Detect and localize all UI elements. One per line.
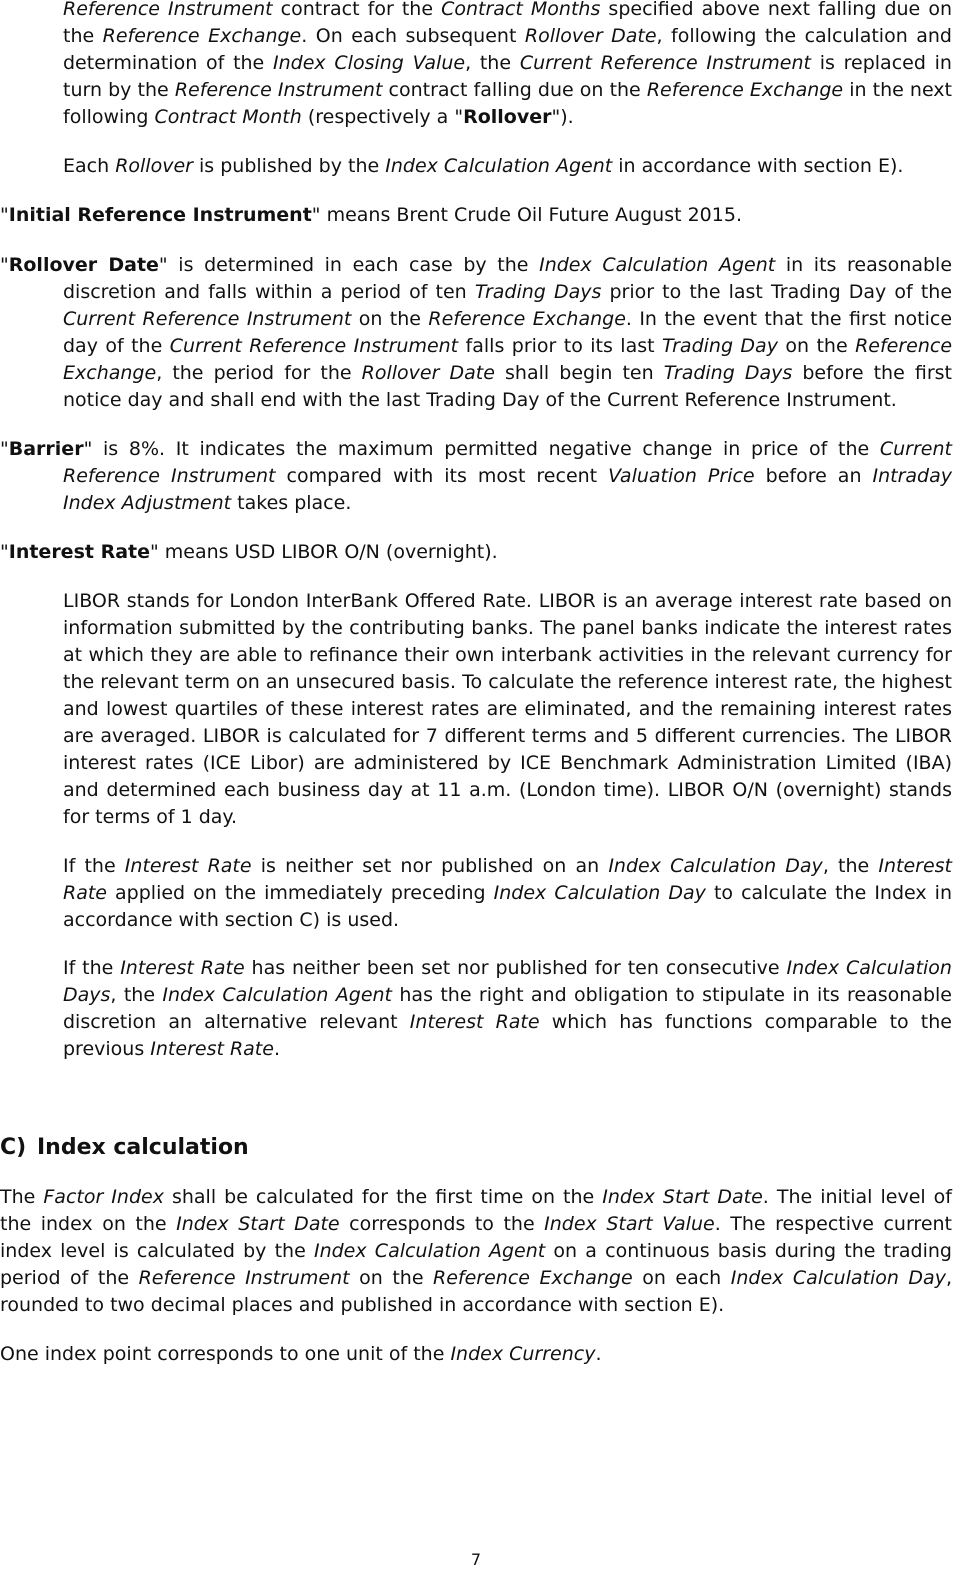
text-run: is replaced in turn by the <box>63 52 952 101</box>
text-run: If the <box>63 855 125 877</box>
libor-explanation-paragraph <box>63 588 952 831</box>
text-run: contract falling due on the <box>382 79 647 101</box>
text-run: which has functions comparable to the previous <box>63 1011 952 1060</box>
defined-term: Reference Exchange <box>63 335 953 384</box>
defined-term: Trading Days <box>663 362 793 384</box>
text-run: specified above next falling due on the <box>63 0 952 47</box>
text-run: , the <box>465 52 520 74</box>
text-run: corresponds to the <box>339 1213 545 1235</box>
defined-term: Index Calculation Day <box>730 1267 946 1289</box>
defined-term: Index Calculation Agent <box>162 984 393 1006</box>
text-run: One index point corresponds to one unit of the <box>0 1343 451 1365</box>
text-run: LIBOR stands for London InterBank Offered Rate. LIBOR is an average interest rate based on information submitted by the contributing banks. The panel banks indicate the interest rates at which they are able to refinance their own interbank activities in the relevant currency for the relevant term on an unsecured basis. To calculate the reference interest rate, the highest and lowest quartiles of these interest rates are eliminated, and the remaining interest rates are averaged. LIBOR is calculated for 7 different terms and 5 different currencies. The LIBOR interest rates (ICE Libor) are administered by ICE Benchmark Administration Limited (IBA) and determined each business day at 11 a.m. (London time). LIBOR O/N (overnight) stands for terms of 1 day. <box>63 590 952 828</box>
factor-index-paragraph <box>0 1184 952 1319</box>
text-run: on the <box>349 1267 434 1289</box>
text-run: . In the event that the first notice day of the <box>63 308 953 357</box>
defined-term: Index Start Date <box>176 1213 340 1235</box>
text-run: , the <box>110 984 163 1006</box>
defined-term: Current Reference Instrument <box>63 308 352 330</box>
text-run: " is 8%. It indicates the maximum permitted negative change in price of the <box>83 438 880 460</box>
text-run: If the <box>63 957 121 979</box>
defined-term: Reference Exchange <box>102 25 302 47</box>
text-run: takes place. <box>231 492 352 514</box>
rollover-date-definition <box>0 252 952 414</box>
defined-term: Reference Instrument <box>138 1267 350 1289</box>
defined-term: Index Calculation Day <box>493 882 706 904</box>
text-run: . The respective current index level is calculated by the <box>0 1213 952 1262</box>
index-point-paragraph <box>0 1341 952 1368</box>
text-run: falls prior to its last <box>458 335 662 357</box>
text-run: has neither been set nor published for ten consecutive <box>244 957 787 979</box>
text-run: shall begin ten <box>494 362 664 384</box>
text-run: "). <box>551 106 574 128</box>
defined-term: Current Reference Instrument <box>63 438 952 487</box>
text-run: is published by the <box>192 155 386 177</box>
text-run: compared with its most recent <box>275 465 609 487</box>
defined-term: Valuation Price <box>608 465 755 487</box>
text-run: " is determined in each case by the <box>158 254 540 276</box>
section-number: C) <box>0 1135 27 1160</box>
text-run: " <box>0 254 9 276</box>
text-run: applied on the immediately preceding <box>106 882 494 904</box>
text-run: in the next following <box>63 79 952 128</box>
defined-term: Index Calculation Agent <box>313 1240 546 1262</box>
rollover-continuation-paragraph <box>63 0 952 131</box>
text-run: . On each subsequent <box>301 25 525 47</box>
text-run: on a continuous basis during the trading period of the <box>0 1240 952 1289</box>
defined-term: Index Calculation Day <box>608 855 823 877</box>
defined-term: Index Calculation Agent <box>385 155 613 177</box>
text-run: Each <box>63 155 116 177</box>
initial-reference-instrument-definition <box>0 202 952 229</box>
page-number: 7 <box>470 1550 482 1569</box>
bold-term: Interest Rate <box>8 541 150 563</box>
text-run: to calculate the Index in accordance with section C) is used. <box>63 882 953 931</box>
text-run: before the first notice day and shall end with the last Trading Day of the Current Reference Instrument. <box>63 362 952 411</box>
text-run: " means Brent Crude Oil Future August 2015. <box>311 204 742 226</box>
defined-term: Current Reference Instrument <box>169 335 459 357</box>
defined-term: Index Closing Value <box>273 52 466 74</box>
text-run: before an <box>754 465 873 487</box>
bold-term: Rollover Date <box>8 254 159 276</box>
defined-term: Index Start Value <box>544 1213 715 1235</box>
text-run: in accordance with section E). <box>612 155 904 177</box>
defined-term: Rollover Date <box>361 362 495 384</box>
interest-rate-not-set-paragraph <box>63 853 952 934</box>
text-run: . The initial level of the index on the <box>0 1186 952 1235</box>
text-run: in its reasonable discretion and falls within a period of ten <box>63 254 953 303</box>
rollover-publication-paragraph <box>63 153 952 180</box>
defined-term: Intraday Index Adjustment <box>63 465 952 514</box>
defined-term: Current Reference Instrument <box>519 52 811 74</box>
defined-term: Reference Instrument <box>174 79 383 101</box>
text-run: . <box>595 1343 602 1365</box>
text-run: on the <box>351 308 429 330</box>
defined-term: Contract Months <box>441 0 601 20</box>
text-run: The <box>0 1186 44 1208</box>
bold-term: Rollover <box>463 106 552 128</box>
defined-term: Interest Rate <box>409 1011 540 1033</box>
text-run: . <box>273 1038 280 1060</box>
text-run: is neither set nor published on an <box>251 855 609 877</box>
text-run: on each <box>632 1267 731 1289</box>
defined-term: Index Start Date <box>602 1186 763 1208</box>
barrier-definition <box>0 436 952 517</box>
text-run: on the <box>777 335 856 357</box>
defined-term: Reference Exchange <box>646 79 844 101</box>
text-run: , the <box>822 855 879 877</box>
defined-term: Interest Rate <box>120 957 245 979</box>
text-run: shall be calculated for the first time on the <box>163 1186 603 1208</box>
defined-term: Trading Days <box>474 281 602 303</box>
defined-term: Reference Exchange <box>433 1267 633 1289</box>
text-run: (respectively a " <box>301 106 464 128</box>
defined-term: Rollover <box>115 155 193 177</box>
defined-term: Trading Day <box>661 335 778 357</box>
text-run: prior to the last Trading Day of the <box>601 281 953 303</box>
section-title: Index calculation <box>37 1135 249 1160</box>
defined-term: Index Currency <box>450 1343 596 1365</box>
text-run: " <box>0 541 9 563</box>
defined-term: Interest Rate <box>150 1038 274 1060</box>
interest-rate-ten-days-paragraph <box>63 955 952 1063</box>
text-run: contract for the <box>272 0 442 20</box>
defined-term: Index Calculation Days <box>63 957 952 1006</box>
defined-term: Reference Instrument <box>63 0 273 20</box>
interest-rate-definition <box>0 539 952 566</box>
text-run: , following the calculation and determination of the <box>63 25 952 74</box>
text-run: " <box>0 204 9 226</box>
defined-term: Factor Index <box>43 1186 164 1208</box>
text-run: has the right and obligation to stipulate in its reasonable discretion an alternative relevant <box>63 984 952 1033</box>
text-run: " means USD LIBOR O/N (overnight). <box>150 541 498 563</box>
defined-term: Contract Month <box>154 106 302 128</box>
text-run: , the period for the <box>156 362 362 384</box>
defined-term: Reference Exchange <box>428 308 626 330</box>
bold-term: Initial Reference Instrument <box>8 204 312 226</box>
bold-term: Barrier <box>8 438 84 460</box>
text-run: , rounded to two decimal places and published in accordance with section E). <box>0 1267 952 1316</box>
defined-term: Index Calculation Agent <box>539 254 776 276</box>
defined-term: Rollover Date <box>524 25 657 47</box>
section-heading-index-calculation <box>0 1134 249 1162</box>
defined-term: Interest Rate <box>63 855 952 904</box>
defined-term: Interest Rate <box>124 855 252 877</box>
text-run: " <box>0 438 9 460</box>
